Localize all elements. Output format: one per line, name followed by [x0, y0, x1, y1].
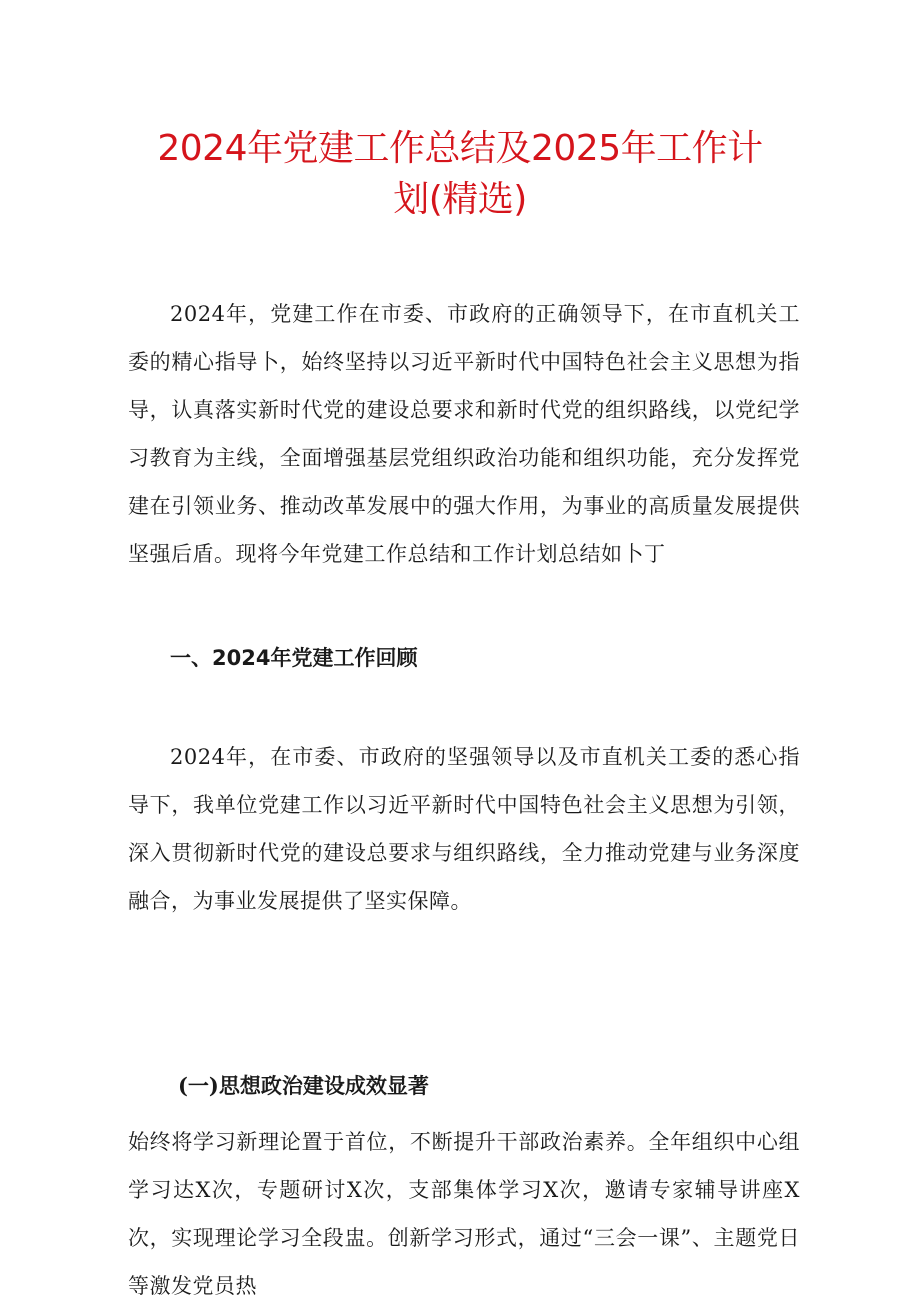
intro-paragraph: 2024年，党建工作在市委、市政府的正确领导下，在市直机关工委的精心指导卜，始终坚持以习近平新时代中国特色社会主义思想为指导，认真落实新时代党的建设总要求和新时代党的组织路线，以党纪学习教育为主线，全面增强基层党组织政治功能和组织功能，充分发挥党建在引领业务、推动改革发展中的强大作用，为事业的高质量发展提供坚强后盾。现将今年党建工作总结和工作计划总结如卜丁 [128, 302, 800, 566]
document-title-line-2: 划(精选) [393, 179, 527, 220]
document-title-line-1: 2024年党建工作总结及2025年工作计 [157, 128, 763, 169]
section-heading-review: 一、2024年党建工作回顾 [170, 646, 418, 670]
review-paragraph: 2024年，在市委、市政府的坚强领导以及市直机关工委的悉心指导下，我单位党建工作以习近平新时代中国特色社会主义思想为引领，深入贯彻新时代党的建设总要求与组织路线，全力推动党建与业务深度融合，为事业发展提供了坚实保障。 [128, 745, 800, 913]
subsection-heading-ideology: (一)思想政治建设成效显著 [178, 1073, 429, 1098]
ideology-paragraph: 始终将学习新理论置于首位，不断提升干部政治素养。全年组织中心组学习达X次，专题研讨X次，支部集体学习X次，邀请专家辅导讲座X次，实现理论学习全段盅。创新学习形式，通过“三会一课”、主题党日等激发党员热 [128, 1130, 800, 1298]
